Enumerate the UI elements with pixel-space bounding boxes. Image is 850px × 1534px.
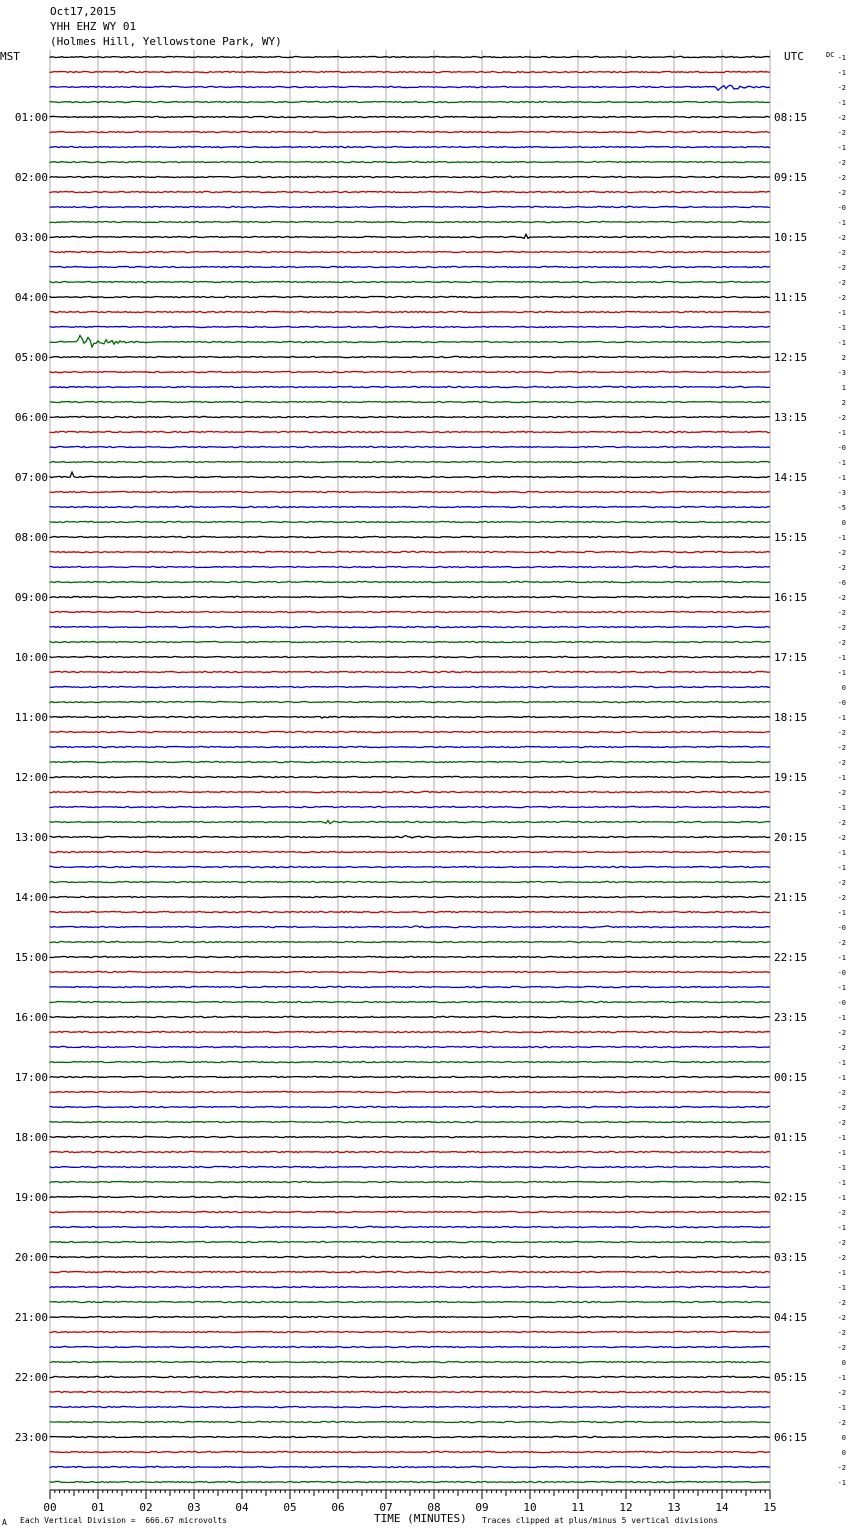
mst-hour-label: 14:00 xyxy=(14,891,48,904)
mst-hour-label: 06:00 xyxy=(14,411,48,424)
dc-offset-label: -2 xyxy=(837,249,846,257)
mst-hour-label: 09:00 xyxy=(14,591,48,604)
trace-row xyxy=(50,941,770,942)
trace-row xyxy=(50,1241,770,1242)
trace-row xyxy=(50,1046,770,1047)
trace-row xyxy=(50,221,770,222)
dc-offset-label: -5 xyxy=(837,504,846,512)
dc-offset-label: -1 xyxy=(837,1059,846,1067)
trace-row xyxy=(50,401,770,402)
utc-hour-label: 11:15 xyxy=(774,291,808,304)
trace-row xyxy=(50,1211,770,1212)
trace-row xyxy=(50,686,770,687)
trace-row xyxy=(50,641,770,642)
trace-row xyxy=(50,521,770,522)
x-tick-label: 10 xyxy=(523,1501,537,1514)
trace-row xyxy=(50,971,770,972)
dc-offset-label: -0 xyxy=(837,444,846,452)
mst-hour-label: 15:00 xyxy=(14,951,48,964)
dc-offset-label: -2 xyxy=(837,819,846,827)
dc-offset-label: 0 xyxy=(841,684,846,692)
x-tick-label: 04 xyxy=(235,1501,249,1514)
mst-hour-label: 01:00 xyxy=(14,111,48,124)
utc-hour-label: 21:15 xyxy=(774,891,808,904)
x-tick-label: 13 xyxy=(667,1501,681,1514)
dc-offset-label: -1 xyxy=(837,309,846,317)
trace-row xyxy=(50,1436,770,1437)
trace-row xyxy=(50,1406,770,1407)
trace-row xyxy=(50,491,770,492)
x-tick-label: 06 xyxy=(331,1501,345,1514)
utc-hour-label: 23:15 xyxy=(774,1011,808,1024)
trace-row xyxy=(50,446,770,447)
trace-row xyxy=(50,656,770,657)
dc-offset-label: -2 xyxy=(837,789,846,797)
dc-offset-label: -2 xyxy=(837,894,846,902)
mst-hour-label: 16:00 xyxy=(14,1011,48,1024)
station-location: (Holmes Hill, Yellowstone Park, WY) xyxy=(50,35,282,48)
mst-hour-label: 10:00 xyxy=(14,651,48,664)
dc-offset-label: -1 xyxy=(837,1269,846,1277)
trace-row xyxy=(50,356,770,357)
dc-offset-label: 0 xyxy=(841,1359,846,1367)
trace-row xyxy=(50,1451,770,1452)
dc-offset-label: -2 xyxy=(837,189,846,197)
scale-note: Each Vertical Division = 666.67 microvolts xyxy=(20,1516,228,1525)
trace-row xyxy=(50,1151,770,1152)
dc-offset-label: -1 xyxy=(837,99,846,107)
trace-row xyxy=(50,1181,770,1182)
trace-row xyxy=(50,234,770,238)
trace-row xyxy=(50,836,770,838)
mst-hour-label: 23:00 xyxy=(14,1431,48,1444)
trace-row xyxy=(50,1226,770,1227)
trace-row xyxy=(50,1061,770,1062)
mst-hour-label: 21:00 xyxy=(14,1311,48,1324)
trace-row xyxy=(50,1391,770,1392)
dc-offset-label: -1 xyxy=(837,1179,846,1187)
trace-row xyxy=(50,71,770,72)
dc-offset-label: -1 xyxy=(837,849,846,857)
trace-row xyxy=(50,461,770,462)
x-tick-label: 07 xyxy=(379,1501,393,1514)
trace-row xyxy=(50,101,770,102)
mst-hour-label: 17:00 xyxy=(14,1071,48,1084)
trace-row xyxy=(50,161,770,162)
dc-offset-label: -2 xyxy=(837,1344,846,1352)
trace-row xyxy=(50,926,770,928)
dc-offset-label: -1 xyxy=(837,714,846,722)
trace-row xyxy=(50,851,770,852)
trace-row xyxy=(50,1286,770,1287)
trace-row xyxy=(50,85,770,90)
trace-row xyxy=(50,1166,770,1167)
trace-row xyxy=(50,866,770,867)
x-tick-label: 11 xyxy=(571,1501,585,1514)
x-tick-label: 14 xyxy=(715,1501,729,1514)
trace-row xyxy=(50,986,770,987)
dc-offset-label: -1 xyxy=(837,144,846,152)
utc-hour-label: 19:15 xyxy=(774,771,808,784)
corner-mark: A xyxy=(2,1518,7,1527)
trace-row xyxy=(50,1421,770,1422)
dc-offset-label: 1 xyxy=(841,384,846,392)
x-tick-label: 03 xyxy=(187,1501,201,1514)
dc-offset-label: -3 xyxy=(837,489,846,497)
trace-row xyxy=(50,806,770,807)
dc-offset-label: -2 xyxy=(837,1029,846,1037)
trace-row xyxy=(50,776,770,777)
x-tick-label: 05 xyxy=(283,1501,297,1514)
dc-offset-label: -2 xyxy=(837,729,846,737)
trace-row xyxy=(50,1301,770,1302)
mst-hour-label: 03:00 xyxy=(14,231,48,244)
dc-offset-label: 2 xyxy=(841,354,846,362)
mst-hour-label: 04:00 xyxy=(14,291,48,304)
utc-hour-label: 01:15 xyxy=(774,1131,808,1144)
dc-offset-label: -2 xyxy=(837,624,846,632)
dc-offset-label: -2 xyxy=(837,549,846,557)
dc-offset-label: -1 xyxy=(837,429,846,437)
mst-hour-label: 08:00 xyxy=(14,531,48,544)
trace-row xyxy=(50,116,770,117)
dc-offset-label: -2 xyxy=(837,234,846,242)
trace-row xyxy=(50,251,770,252)
dc-offset-label: -1 xyxy=(837,1404,846,1412)
utc-hour-label: 22:15 xyxy=(774,951,808,964)
dc-offset-label: -0 xyxy=(837,969,846,977)
utc-hour-label: 14:15 xyxy=(774,471,808,484)
dc-offset-label: -2 xyxy=(837,564,846,572)
trace-row xyxy=(50,191,770,192)
dc-offset-label: -0 xyxy=(837,204,846,212)
x-tick-label: 09 xyxy=(475,1501,489,1514)
trace-row xyxy=(50,431,770,432)
dc-offset-label: -2 xyxy=(837,879,846,887)
trace-row xyxy=(50,701,770,702)
utc-hour-label: 04:15 xyxy=(774,1311,808,1324)
trace-row xyxy=(50,1076,770,1077)
dc-offset-label: -2 xyxy=(837,1254,846,1262)
trace-row xyxy=(50,1001,770,1002)
dc-offset-label: -1 xyxy=(837,1074,846,1082)
trace-row xyxy=(50,1136,770,1137)
trace-row xyxy=(50,266,770,267)
trace-row xyxy=(50,131,770,132)
dc-offset-label: -2 xyxy=(837,1044,846,1052)
dc-offset-label: -2 xyxy=(837,294,846,302)
record-date: Oct17,2015 xyxy=(50,5,117,18)
dc-offset-label: -2 xyxy=(837,159,846,167)
dc-offset-label: -1 xyxy=(837,1224,846,1232)
dc-offset-label: -2 xyxy=(837,1119,846,1127)
trace-row xyxy=(50,1091,770,1092)
trace-row xyxy=(50,386,770,387)
utc-hour-label: 06:15 xyxy=(774,1431,808,1444)
trace-row xyxy=(50,1346,770,1347)
mst-hour-label: 18:00 xyxy=(14,1131,48,1144)
dc-offset-label: -1 xyxy=(837,909,846,917)
trace-row xyxy=(50,911,770,912)
dc-offset-label: -2 xyxy=(837,1089,846,1097)
trace-row xyxy=(50,1316,770,1317)
trace-row xyxy=(50,1466,770,1467)
dc-offset-label: 0 xyxy=(841,519,846,527)
dc-offset-label: -0 xyxy=(837,999,846,1007)
dc-offset-label: -1 xyxy=(837,774,846,782)
utc-hour-label: 12:15 xyxy=(774,351,808,364)
trace-row xyxy=(50,791,770,792)
trace-row xyxy=(50,671,770,672)
dc-offset-label: -2 xyxy=(837,1329,846,1337)
trace-row xyxy=(50,881,770,882)
utc-hour-label: 08:15 xyxy=(774,111,808,124)
trace-row xyxy=(50,1331,770,1332)
trace-row xyxy=(50,611,770,612)
trace-row xyxy=(50,536,770,537)
x-tick-label: 12 xyxy=(619,1501,633,1514)
trace-row xyxy=(50,1271,770,1272)
dc-offset-label: -2 xyxy=(837,939,846,947)
clip-note: Traces clipped at plus/minus 5 vertical divisions xyxy=(482,1516,719,1525)
dc-offset-label: -2 xyxy=(837,1389,846,1397)
utc-hour-label: 18:15 xyxy=(774,711,808,724)
trace-row xyxy=(50,146,770,147)
dc-offset-label: -2 xyxy=(837,1104,846,1112)
dc-offset-label: -1 xyxy=(837,1374,846,1382)
mst-hour-label: 07:00 xyxy=(14,471,48,484)
dc-offset-label: -2 xyxy=(837,84,846,92)
dc-offset-label: -6 xyxy=(837,579,846,587)
trace-row xyxy=(50,1256,770,1257)
dc-offset-label: -2 xyxy=(837,744,846,752)
trace-row xyxy=(50,820,770,823)
utc-hour-label: 09:15 xyxy=(774,171,808,184)
trace-row xyxy=(50,896,770,897)
dc-offset-label: -1 xyxy=(837,474,846,482)
dc-offset-label: -1 xyxy=(837,54,846,62)
dc-offset-label: 0 xyxy=(841,1434,846,1442)
utc-hour-label: 03:15 xyxy=(774,1251,808,1264)
mst-hour-label: 13:00 xyxy=(14,831,48,844)
trace-row xyxy=(50,551,770,552)
trace-row xyxy=(50,371,770,372)
dc-offset-label: -2 xyxy=(837,1464,846,1472)
dc-offset-label: -2 xyxy=(837,759,846,767)
trace-row xyxy=(50,1361,770,1362)
utc-hour-label: 13:15 xyxy=(774,411,808,424)
trace-row xyxy=(50,761,770,762)
dc-offset-label: -1 xyxy=(837,1149,846,1157)
dc-offset-label: 2 xyxy=(841,399,846,407)
station-code: YHH EHZ WY 01 xyxy=(50,20,137,33)
dc-offset-label: -1 xyxy=(837,1014,846,1022)
trace-row xyxy=(50,296,770,297)
utc-label: UTC xyxy=(784,50,804,63)
dc-offset-label: -1 xyxy=(837,324,846,332)
mst-hour-label: 12:00 xyxy=(14,771,48,784)
dc-offset-label: -1 xyxy=(837,1134,846,1142)
dc-offset-label: -1 xyxy=(837,654,846,662)
mst-label: MST xyxy=(0,50,20,63)
trace-row xyxy=(50,1031,770,1032)
trace-row xyxy=(50,311,770,312)
trace-row xyxy=(50,56,770,57)
trace-row xyxy=(50,472,770,477)
dc-offset-label: -1 xyxy=(837,534,846,542)
dc-offset-label: -2 xyxy=(837,1299,846,1307)
dc-offset-label: -2 xyxy=(837,414,846,422)
dc-offset-label: -1 xyxy=(837,69,846,77)
dc-offset-label: -2 xyxy=(837,1419,846,1427)
trace-row xyxy=(50,176,770,178)
trace-row xyxy=(50,416,770,417)
dc-offset-label: -2 xyxy=(837,594,846,602)
dc-offset-label: -2 xyxy=(837,1239,846,1247)
trace-row xyxy=(50,326,770,327)
dc-label: DC xyxy=(826,51,835,59)
trace-row xyxy=(50,596,770,597)
x-tick-label: 08 xyxy=(427,1501,441,1514)
x-tick-label: 15 xyxy=(763,1501,777,1514)
x-tick-label: 02 xyxy=(139,1501,153,1514)
dc-offset-label: 0 xyxy=(841,1449,846,1457)
dc-offset-label: -2 xyxy=(837,129,846,137)
dc-offset-label: -1 xyxy=(837,1164,846,1172)
mst-hour-label: 11:00 xyxy=(14,711,48,724)
dc-offset-label: -0 xyxy=(837,699,846,707)
mst-hour-label: 02:00 xyxy=(14,171,48,184)
trace-row xyxy=(50,1016,770,1017)
x-tick-label: 00 xyxy=(43,1501,57,1514)
trace-row xyxy=(50,281,770,282)
dc-offset-label: -1 xyxy=(837,1284,846,1292)
dc-offset-label: -2 xyxy=(837,1209,846,1217)
utc-hour-label: 00:15 xyxy=(774,1071,808,1084)
trace-row xyxy=(50,626,770,627)
mst-hour-label: 22:00 xyxy=(14,1371,48,1384)
dc-offset-label: -2 xyxy=(837,114,846,122)
dc-offset-label: -2 xyxy=(837,1314,846,1322)
dc-offset-label: -2 xyxy=(837,609,846,617)
trace-row xyxy=(50,716,770,718)
dc-offset-label: -2 xyxy=(837,639,846,647)
utc-hour-label: 02:15 xyxy=(774,1191,808,1204)
trace-row xyxy=(50,1481,770,1482)
trace-row xyxy=(50,1121,770,1122)
dc-offset-label: -1 xyxy=(837,669,846,677)
trace-row xyxy=(50,506,770,507)
dc-offset-label: -1 xyxy=(837,339,846,347)
dc-offset-label: -1 xyxy=(837,984,846,992)
utc-hour-label: 16:15 xyxy=(774,591,808,604)
dc-offset-label: -2 xyxy=(837,264,846,272)
dc-offset-label: -2 xyxy=(837,834,846,842)
mst-hour-label: 19:00 xyxy=(14,1191,48,1204)
dc-offset-label: -1 xyxy=(837,954,846,962)
dc-offset-label: -0 xyxy=(837,924,846,932)
utc-hour-label: 05:15 xyxy=(774,1371,808,1384)
dc-offset-label: -1 xyxy=(837,804,846,812)
trace-row xyxy=(50,581,770,582)
dc-offset-label: -2 xyxy=(837,279,846,287)
dc-offset-label: -1 xyxy=(837,459,846,467)
utc-hour-label: 20:15 xyxy=(774,831,808,844)
trace-row xyxy=(50,1196,770,1197)
mst-hour-label: 20:00 xyxy=(14,1251,48,1264)
utc-hour-label: 15:15 xyxy=(774,531,808,544)
trace-row xyxy=(50,566,770,567)
utc-hour-label: 10:15 xyxy=(774,231,808,244)
dc-offset-label: -1 xyxy=(837,219,846,227)
utc-hour-label: 17:15 xyxy=(774,651,808,664)
dc-offset-label: -1 xyxy=(837,1479,846,1487)
trace-row xyxy=(50,746,770,747)
dc-offset-label: -1 xyxy=(837,1194,846,1202)
trace-row xyxy=(50,956,770,957)
trace-row xyxy=(50,1106,770,1107)
dc-offset-label: -1 xyxy=(837,864,846,872)
mst-hour-label: 05:00 xyxy=(14,351,48,364)
trace-row xyxy=(50,335,770,347)
trace-row xyxy=(50,731,770,732)
dc-offset-label: -2 xyxy=(837,174,846,182)
x-axis-title: TIME (MINUTES) xyxy=(374,1512,467,1525)
dc-offset-label: -3 xyxy=(837,369,846,377)
x-tick-label: 01 xyxy=(91,1501,105,1514)
trace-row xyxy=(50,1376,770,1377)
trace-row xyxy=(50,206,770,207)
